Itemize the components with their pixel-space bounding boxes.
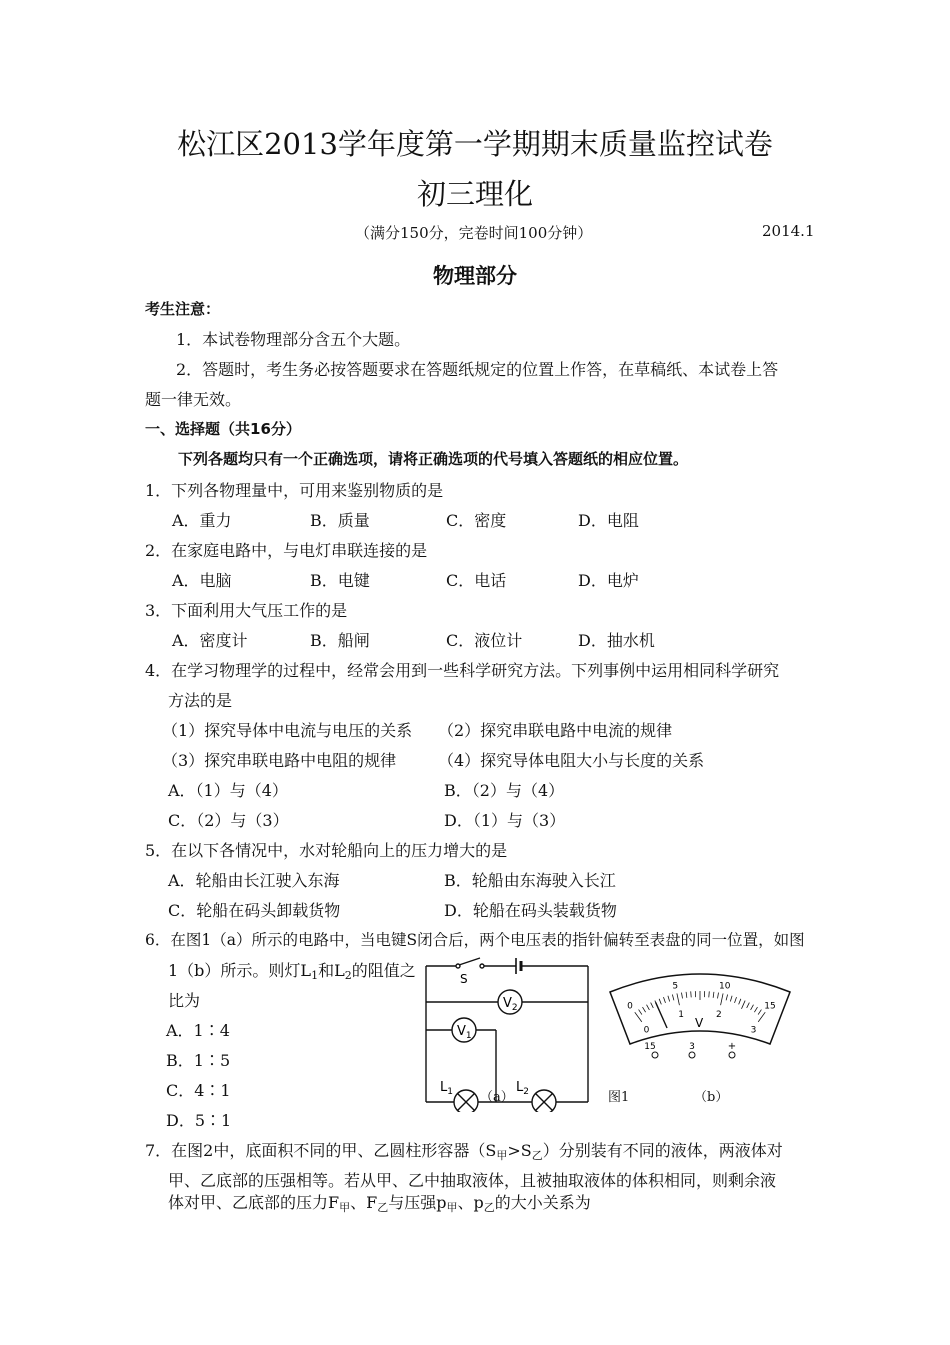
- exam-title: 松江区2013学年度第一学期期末质量监控试卷: [177, 127, 773, 161]
- meter-unit: V: [695, 1016, 704, 1030]
- q1-option-c: C．密度: [446, 511, 507, 530]
- terminal-3-icon: [689, 1052, 695, 1058]
- q2-option-b: B．电键: [310, 571, 370, 590]
- dial-face: [610, 974, 790, 1044]
- terminal-15-icon: [652, 1052, 658, 1058]
- caption-a: （a）: [480, 1090, 514, 1105]
- exam-date: 2014.1: [762, 222, 815, 240]
- q5-option-a: A．轮船由长江驶入东海: [168, 871, 340, 890]
- dial-top-scale-label: 15: [764, 1001, 776, 1012]
- dial-bottom-scale-label: 3: [750, 1025, 757, 1036]
- q1-option-d: D．电阻: [578, 511, 639, 530]
- voltmeter-dial: [610, 974, 790, 1044]
- part1-instruction: 下列各题均只有一个正确选项，请将正确选项的代号填入答题纸的相应位置。: [178, 450, 689, 468]
- q6-option-d: D．5∶1: [166, 1111, 232, 1130]
- switch-contact-right: [480, 964, 484, 968]
- q6-stem-cont2: 比为: [168, 991, 201, 1010]
- q3-option-d: D．抽水机: [578, 631, 655, 650]
- q4-option-b: B．（2）与（4）: [444, 781, 565, 800]
- q5-option-b: B．轮船由东海驶入长江: [444, 871, 616, 890]
- q5-option-c: C．轮船在码头卸载货物: [168, 901, 341, 920]
- dial-top-scale-label: 0: [627, 1001, 633, 1012]
- q6-option-a: A．1∶4: [166, 1021, 230, 1040]
- exam-subtitle: 初三理化: [416, 177, 533, 211]
- q7-line-3: 体对甲、乙底部的压力$F_甲$、$F_乙$与压强$p_甲$、$p_乙$的大小关系为: [168, 1193, 591, 1214]
- q4-option-d: D．（1）与（3）: [444, 811, 566, 830]
- dial-tick: [709, 991, 710, 997]
- q3-option-b: B．船闸: [310, 631, 370, 650]
- q4-item-4: （4）探究导体电阻大小与长度的关系: [438, 751, 705, 770]
- exam-info: （满分150分，完卷时间100分钟）: [355, 224, 593, 242]
- q2-option-c: C．电话: [446, 571, 507, 590]
- q4-option-a: A．（1）与（4）: [168, 781, 288, 800]
- v2-label: $V_2$: [503, 996, 518, 1013]
- q6-stem-cont: 1（b）所示。则灯$L_1$和$L_2$的阻值之: [168, 961, 416, 982]
- caption-figure-1: 图1: [608, 1090, 630, 1105]
- q2-option-d: D．电炉: [578, 571, 639, 590]
- q4-item-2: （2）探究串联电路中电流的规律: [438, 721, 673, 740]
- q4-item-1: （1）探究导体中电流与电压的关系: [162, 721, 413, 740]
- q6-option-c: C．4∶1: [166, 1081, 231, 1100]
- l2-label: $L_2$: [516, 1080, 529, 1097]
- part1-heading: 一、选择题（共16分）: [145, 420, 301, 438]
- q5-stem: 5．在以下各情况中，水对轮船向上的压力增大的是: [145, 841, 508, 860]
- notice-item-2-cont: 题一律无效。: [145, 390, 242, 409]
- switch-blade: [459, 958, 480, 965]
- dial-top-scale-label: 5: [672, 981, 679, 992]
- q5-option-d: D．轮船在码头装载货物: [444, 901, 617, 920]
- terminal-plus-label: +: [727, 1041, 737, 1052]
- q4-item-3: （3）探究串联电路中电阻的规律: [162, 751, 397, 770]
- dial-top-scale-label: 10: [719, 981, 731, 992]
- q4-stem-cont: 方法的是: [168, 691, 233, 710]
- meter-terminals: [644, 1041, 736, 1058]
- q1-option-b: B．质量: [310, 511, 370, 530]
- notice-heading: 考生注意：: [145, 300, 221, 318]
- q3-stem: 3．下面利用大气压工作的是: [145, 601, 348, 620]
- q4-option-c: C．（2）与（3）: [168, 811, 289, 830]
- q3-option-c: C．液位计: [446, 631, 523, 650]
- q1-stem: 1．下列各物理量中，可用来鉴别物质的是: [145, 481, 444, 500]
- dial-tick: [691, 991, 692, 997]
- q1-option-a: A．重力: [172, 511, 232, 530]
- terminal-plus-icon: [729, 1052, 735, 1058]
- q2-stem: 2．在家庭电路中，与电灯串联连接的是: [145, 541, 428, 560]
- dial-bottom-scale-label: 2: [716, 1009, 722, 1020]
- caption-b: （b）: [694, 1090, 729, 1105]
- dial-bottom-scale-label: 0: [643, 1025, 650, 1036]
- q6-option-b: B．1∶5: [166, 1051, 231, 1070]
- dial-bottom-scale-label: 1: [678, 1009, 684, 1020]
- q2-option-a: A．电脑: [172, 571, 232, 590]
- q6-stem: 6．在图1（a）所示的电路中，当电键S闭合后，两个电压表的指针偏转至表盘的同一位置，如图: [145, 931, 805, 949]
- notice-item-2: 2．答题时，考生务必按答题要求在答题纸规定的位置上作答，在草稿纸、本试卷上答: [176, 360, 779, 379]
- q7-line-2: 甲、乙底部的压强相等。若从甲、乙中抽取液体，且被抽取液体的体积相同，则剩余液: [168, 1171, 777, 1190]
- q4-stem: 4．在学习物理学的过程中，经常会用到一些科学研究方法。下列事例中运用相同科学研究: [145, 661, 780, 680]
- terminal-3-label: 3: [689, 1042, 695, 1052]
- switch-label: S: [460, 972, 468, 986]
- l1-label: $L_1$: [440, 1080, 453, 1097]
- section-title: 物理部分: [433, 263, 517, 288]
- q3-option-a: A．密度计: [172, 631, 248, 650]
- notice-item-1: 1．本试卷物理部分含五个大题。: [176, 330, 411, 349]
- v1-label: $V_1$: [457, 1024, 472, 1041]
- q7-line-1: 7．在图2中，底面积不同的甲、乙圆柱形容器$(S_甲>S_乙)$分别装有不同的液体，两液体对: [145, 1141, 783, 1162]
- terminal-15-label: 15: [644, 1042, 656, 1052]
